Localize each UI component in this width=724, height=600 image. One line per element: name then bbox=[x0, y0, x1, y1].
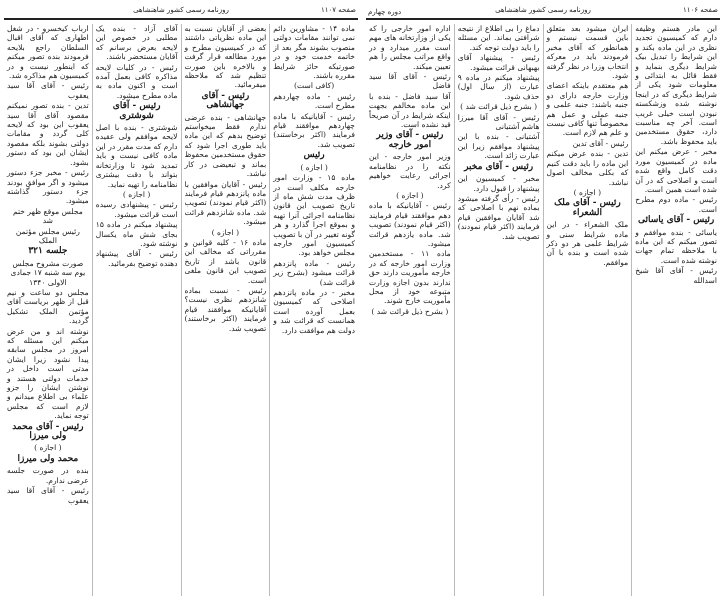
newspaper-title: روزنامه رسمی کشور شاهنشاهی bbox=[133, 6, 229, 14]
paragraph: ماده ۱۱ - مستخدمین وزارت امور خارجه که در خارجه مأموریت دارند حق ندارند بدون اجازه وزارت متبوعه خود از محل مأموریت خارج شوند. bbox=[369, 249, 451, 306]
paragraph: رئیس - آقایانیکه با ماده دهم موافقند قیام فرمایند (اکثر قیام نمودند) تصویب شد. ماده یازدهم قرائت میشود. bbox=[369, 201, 451, 248]
paragraph: رئیس - در کلیات لایحه مذاکره کافی بعمل آمده است و اکنون ماده به ماده مطرح میشود. bbox=[95, 62, 178, 100]
centered-note: رئیس مجلس مؤتمن الملک bbox=[15, 226, 80, 245]
paragraph: تدین - بنده عرض میکنم این ماده را باید دقت کنیم که بکلی مخالف اصول نباشد. bbox=[546, 149, 629, 187]
paragraph: رئیس - مخبر جزء دستور میشود و اگر موافق بودند جزء دستور گذاشته میشود. bbox=[7, 168, 89, 206]
paragraph: رئیس - آقای آقا سید یعقوب bbox=[7, 81, 89, 100]
text-column bbox=[269, 24, 358, 596]
paragraph: آقای آزاد - بنده یک مطلبی در خصوص این لایحه بعرض برسانم که آقایان مستحضر باشند. bbox=[95, 24, 178, 62]
section-heading: رئیس - آقای وزیر امور خارجه bbox=[376, 130, 444, 150]
paragraph: جهانشاهی - بنده عرضی ندارم فقط میخواستم توضیح بدهم که این ماده باید طوری اجرا شود که حقوق مستخدمین محفوظ بماند و تبعیضی در کار نباشد. bbox=[184, 112, 267, 179]
paragraph: رئیس - آقای پیشنهاد دهنده توضیح بفرمائید. bbox=[95, 249, 178, 268]
paragraph: شوشتری - بنده با اصل لایحه موافقم ولی عقیده دارم که مدت مقرر در این ماده کافی نیست و باید تمدید شود تا وزارتخانه بتواند با دقت بیشتری نظامنامه را تهیه نماید. bbox=[95, 123, 178, 189]
paragraph: تدین - بنده تصور نمیکنم مقصود آقای آقا سید یعقوب این بود که لایحه کلی گردد و مقامات دولتی بشوند بلکه مقصود ایشان این بود که دستور بشود. bbox=[7, 101, 89, 167]
paragraph: بعضی از آقایان نسبت به این ماده نظریاتی داشتند که در کمیسیون مطرح و مورد مطالعه قرار گرفت و بالاخره باین صورت تنظیم شد که ملاحظه میفرمائید. bbox=[184, 24, 267, 90]
section-heading: رئیس - آقای شوشتری bbox=[112, 101, 161, 121]
section-heading: رئیس - آقای مخبر bbox=[464, 161, 534, 172]
columns bbox=[4, 24, 358, 596]
page-number: صفحه ۱۱۰۶ bbox=[682, 6, 718, 14]
page-header bbox=[368, 4, 718, 18]
text-column bbox=[543, 24, 632, 596]
paragraph: ارباب کیخسرو - در شغل اطهاری که آقای اقبال السلطان راجع بلایحه فرمودند بنده تصور میکنم که اینطور نیست و در کمیسیون هم مذاکره شد. bbox=[7, 24, 89, 81]
centered-note: (کافی است) bbox=[294, 81, 335, 91]
paragraph: نوشته اند و من عرض میکنم این مسئله که امروز در مجلس سابقه پیدا نشود زیرا ایشان مدتی است داخل در خدمات دولتی هستند و نوشتن ایشان را جزو علماء بی اطلاع میدانم و لازم است که مجلس توجه نماید. bbox=[7, 326, 89, 421]
text-column bbox=[631, 24, 720, 596]
centered-note: ( اجازه ) bbox=[300, 162, 328, 172]
paragraph: آشتیانی - بنده با این پیشنهاد موافقم زیرا این عبارت زائد است. bbox=[457, 132, 540, 161]
text-column bbox=[366, 24, 454, 596]
paragraph: رئیس - آقایان موافقین با ماده پانزدهم قیام فرمایند (اکثر قیام نمودند) تصویب شد. ماده شانزدهم قرائت میشود. bbox=[184, 179, 267, 227]
paragraph: ماده ۱۵ - وزارت امور خارجه مکلف است در ظرف مدت شش ماه از تاریخ تصویب این قانون نظامنامه اجرائی آنرا تهیه و بموقع اجرا گذارد و هر گونه تغییر در آن با تصویب کمیسیون امور خارجه مجلس خواهد بود. bbox=[273, 173, 356, 258]
paragraph: رئیس - آقای آقا میرزا هاشم آشتیانی bbox=[457, 112, 540, 132]
header-rule bbox=[366, 18, 720, 20]
centered-note: ( اجازه ) bbox=[573, 187, 602, 197]
paragraph: هم معتقدم باینکه اعضای وزارت خارجه دارای دو جنبه باشند: جنبه علمی و جنبه عملی و عمل هم مخصوصاً تنها کافی نیست و علم هم لازم است. bbox=[546, 81, 629, 138]
paragraph: آقا سید فاضل - بنده با این ماده مخالفم بجهت اینکه شرایط در آن صریحاً قید نشده است. bbox=[369, 91, 451, 130]
paragraph: رئیس - ماده چهاردهم مطرح است. bbox=[273, 91, 355, 111]
header-rule bbox=[4, 18, 358, 20]
text-column bbox=[92, 24, 181, 596]
centered-note: ( اجازه ) bbox=[211, 227, 240, 237]
paragraph: رئیس - نسبت بماده شانزدهم نظری نیست؟ آقایانیکه موافقند قیام فرمایند (اکثر برخاستند) تصویب شد. bbox=[184, 285, 267, 333]
centered-note: ( بشرح ذیل قرائت شد ) bbox=[460, 102, 538, 112]
section-heading: رئیس - آقای محمد ولی میرزا bbox=[12, 421, 84, 442]
paragraph: یاسائی - بنده موافقم و تصور میکنم که این ماده با ملاحظه تمام جهات نوشته شده است. bbox=[635, 227, 717, 265]
paragraph: ایران میشود بعد متعلق باین قسمت نیستم و همانطور که آقای مخبر فرمودند باید در معرکه انتخاب وزرا در نظر گرفته شود. bbox=[546, 24, 629, 81]
centered-note: ( بشرح ذیل قرائت شد ) bbox=[371, 306, 449, 316]
section-heading: رئیس - آقای ملک الشعراء bbox=[554, 198, 621, 218]
centered-note: ( اجازه ) bbox=[122, 189, 151, 199]
paragraph: رئیس - آقای آقا شیخ اسدالله bbox=[635, 266, 717, 285]
paragraph: مجلس دو ساعت و نیم قبل از ظهر بریاست آقای مؤتمن الملک تشکیل گردید. bbox=[7, 287, 89, 326]
paragraph: پیشنهاد میکنم در ماده ۹ عبارت (از سال اول) حذف شود. bbox=[457, 73, 540, 101]
paragraph: رئیس - آقایانیکه با ماده چهاردهم موافقند قیام فرمایند (اکثر برخاستند) تصویب شد. bbox=[273, 111, 355, 149]
columns bbox=[366, 24, 720, 596]
paragraph: پیشنهاد میکنم در ماده ۱۵ بجای شش ماه یکسال نوشته شود. bbox=[95, 220, 178, 248]
paragraph: مخبر - کمیسیون این پیشنهاد را قبول دارد. bbox=[457, 174, 540, 193]
text-column bbox=[181, 24, 270, 596]
paragraph: بنده در صورت جلسه عرضی ندارم. bbox=[7, 466, 89, 485]
page-number: صفحه ۱۱۰۷ bbox=[320, 6, 356, 14]
paragraph: این مادر هستم وظیفه دارم که کمیسیون تجدید نظری در این ماده بکند و این شرایط را تبدیل بیک شرایط دیگری بنماید و فقط قائل به ابتدائی و معلومات شود یکی از شرایط دیگری که در اینجا نوشته شده وزشکسته نبودن است خیلی غریب است. آخر چه مناسبت دارد، حقوق مستخدمین باید محفوظ باشد. bbox=[635, 24, 717, 146]
centered-note: ( اجازه ) bbox=[34, 443, 62, 453]
page-header bbox=[6, 4, 356, 18]
right-page bbox=[362, 0, 724, 600]
paragraph: رئیس - پیشنهاد آقای بهبهانی قرائت میشود. bbox=[457, 53, 540, 72]
newspaper-title: روزنامه رسمی کشور شاهنشاهی bbox=[495, 6, 591, 14]
centered-note: صورت مشروح مجلس یوم سه شنبه ۱۷ جمادی الاولی ۱۳۴۰ bbox=[10, 258, 86, 287]
text-column bbox=[454, 24, 543, 596]
paragraph: رئیس - ماده دوم مطرح است. bbox=[635, 195, 717, 214]
paragraph: ماده ۱۴ - مشاورین دائم نمی توانند مقامات دولتی منصوب بشوند مگر بعد از خاتمه خدمت خود و در صورتیکه حائز شرایط مقرره باشند. bbox=[273, 24, 355, 81]
paragraph: رئیس - آقای تدین bbox=[572, 138, 629, 148]
section-heading: رئیس bbox=[303, 150, 325, 161]
paragraph: وزیر امور خارجه - این نکته را در نظامنامه اجرائی رعایت خواهیم کرد. bbox=[369, 152, 451, 190]
paragraph: ملک الشعراء - در این ماده شرایط سنی و شرایط علمی هر دو ذکر شده است و بنده با آن موافقم. bbox=[546, 220, 629, 267]
paragraph: اداره امور خارجی را که یکی از وزارتخانه های مهم است مقرر میدارد و در واقع مراتب مجلس را هم تعیین میکند. bbox=[369, 24, 451, 71]
paragraph: ماده ۱۶ - کلیه قوانین و مقرراتی که مخالف این قانون باشد از تاریخ تصویب این قانون ملغی است. bbox=[184, 237, 267, 285]
centered-note: ( اجازه ) bbox=[396, 190, 424, 200]
centered-note: مجلس موقع ظهر ختم شد bbox=[12, 206, 83, 226]
text-column bbox=[4, 24, 92, 596]
session-period: دوره چهارم bbox=[368, 8, 402, 16]
paragraph: رئیس - ماده پانزدهم قرائت میشود (بشرح زیر قرائت شد) bbox=[273, 258, 355, 287]
paragraph: رئیس - آقای آقا سید یعقوب bbox=[7, 486, 89, 505]
section-heading: رئیس - آقای یاسائی bbox=[637, 215, 715, 226]
paragraph: مخبر - عرض میکنم این ماده در کمیسیون مورد دقت کامل واقع شده است و اصلاحی که در آن شده است همین است. bbox=[635, 147, 717, 194]
section-heading: رئیس - آقای جهانشاهی bbox=[201, 90, 250, 111]
paragraph: رئیس - پیشنهادی رسیده است قرائت میشود. bbox=[95, 200, 178, 219]
paragraph: دماغ را بی اطلاع از نتیجه شرافتی بماند. این مسئله را باید دولت توجه کند. bbox=[457, 24, 540, 52]
section-heading: جلسه ۳۲۱ bbox=[28, 246, 68, 257]
section-heading: محمد ولی میرزا bbox=[17, 453, 79, 464]
paragraph: رئیس - رأی گرفته میشود بماده نهم با اصلاحی که شد آقایان موافقین قیام فرمایند (اکثر قیام نمودند) تصویب شد. bbox=[457, 193, 540, 241]
paragraph: رئیس - آقای آقا سید فاضل bbox=[369, 72, 451, 91]
paragraph: مخبر - در ماده پانزدهم اصلاحی که کمیسیون بعمل آورده است همانست که قرائت شد و دولت هم موافقت دارد. bbox=[273, 287, 355, 335]
